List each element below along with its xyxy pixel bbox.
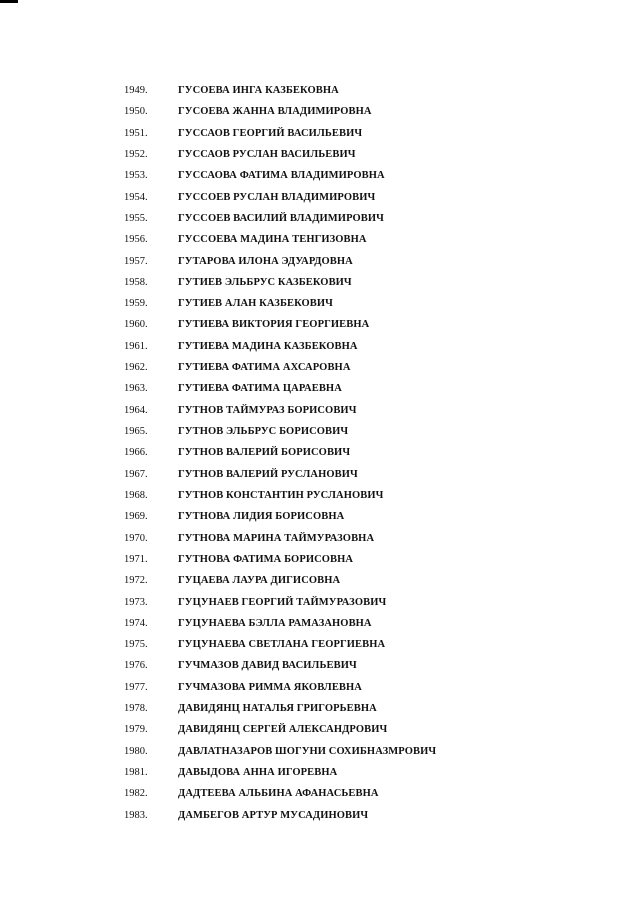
entry-number: 1967. bbox=[124, 468, 148, 480]
entry-number: 1982. bbox=[124, 788, 148, 800]
list-item bbox=[0, 570, 640, 591]
entry-number: 1959. bbox=[124, 298, 148, 310]
entry-name: ГУССАОВА ФАТИМА ВЛАДИМИРОВНА bbox=[178, 170, 385, 182]
entry-number: 1949. bbox=[124, 85, 148, 96]
entry-number: 1966. bbox=[124, 447, 148, 459]
entry-name: ДАВЛАТНАЗАРОВ ШОГУНИ СОХИБНАЗМРОВИЧ bbox=[178, 745, 437, 757]
entry-number: 1977. bbox=[124, 681, 148, 693]
entry-number: 1974. bbox=[124, 617, 148, 629]
entry-number: 1968. bbox=[124, 489, 148, 501]
list-item bbox=[0, 613, 640, 634]
list-item bbox=[0, 378, 640, 399]
list-item bbox=[0, 336, 640, 357]
entry-number: 1970. bbox=[124, 532, 148, 544]
entry-name: ДАМБЕГОВ АРТУР МУСАДИНОВИЧ bbox=[178, 809, 369, 821]
list-item bbox=[0, 655, 640, 676]
entry-number: 1961. bbox=[124, 340, 148, 352]
list-item bbox=[0, 421, 640, 442]
entry-number: 1971. bbox=[124, 553, 148, 565]
list-item bbox=[0, 741, 640, 762]
entry-name: ГУТИЕВ ЭЛЬБРУС КАЗБЕКОВИЧ bbox=[178, 276, 352, 288]
entry-name: ГУТНОВ КОНСТАНТИН РУСЛАНОВИЧ bbox=[178, 489, 384, 501]
list-item bbox=[0, 251, 640, 272]
entry-name: ГУТИЕВ АЛАН КАЗБЕКОВИЧ bbox=[178, 298, 333, 310]
entry-number: 1975. bbox=[124, 639, 148, 651]
entry-number: 1963. bbox=[124, 383, 148, 395]
list-item bbox=[0, 400, 640, 421]
list-item bbox=[0, 229, 640, 250]
list-item bbox=[0, 805, 640, 826]
entry-name: ГУТИЕВА ФАТИМА ЦАРАЕВНА bbox=[178, 383, 342, 395]
list-item bbox=[0, 485, 640, 506]
entry-number: 1956. bbox=[124, 234, 148, 246]
name-list bbox=[0, 80, 640, 826]
list-item bbox=[0, 464, 640, 485]
list-item bbox=[0, 634, 640, 655]
list-item bbox=[0, 442, 640, 463]
entry-number: 1953. bbox=[124, 170, 148, 182]
entry-name: ДАВИДЯНЦ СЕРГЕЙ АЛЕКСАНДРОВИЧ bbox=[178, 724, 388, 736]
entry-name: ГУССОЕВ РУСЛАН ВЛАДИМИРОВИЧ bbox=[178, 191, 376, 203]
entry-name: ГУСОЕВА ИНГА КАЗБЕКОВНА bbox=[178, 85, 339, 96]
list-item bbox=[0, 144, 640, 165]
entry-number: 1958. bbox=[124, 276, 148, 288]
entry-name: ГУТАРОВА ИЛОНА ЭДУАРДОВНА bbox=[178, 255, 353, 267]
entry-name: ГУССАОВ РУСЛАН ВАСИЛЬЕВИЧ bbox=[178, 148, 356, 160]
list-item bbox=[0, 123, 640, 144]
entry-number: 1952. bbox=[124, 148, 148, 160]
scan-corner-mark bbox=[0, 0, 18, 3]
entry-number: 1981. bbox=[124, 767, 148, 778]
entry-number: 1962. bbox=[124, 362, 148, 374]
list-item bbox=[0, 719, 640, 740]
entry-name: ДАДТЕЕВА АЛЬБИНА АФАНАСЬЕВНА bbox=[178, 788, 379, 800]
list-item bbox=[0, 80, 640, 101]
entry-number: 1957. bbox=[124, 255, 148, 267]
entry-name: ГУССОЕВ ВАСИЛИЙ ВЛАДИМИРОВИЧ bbox=[178, 212, 384, 224]
entry-name: ГУТИЕВА ВИКТОРИЯ ГЕОРГИЕВНА bbox=[178, 319, 370, 331]
entry-name: ГУЧМАЗОВА РИММА ЯКОВЛЕВНА bbox=[178, 681, 362, 693]
entry-name: ГУСОЕВА ЖАННА ВЛАДИМИРОВНА bbox=[178, 106, 372, 118]
list-item bbox=[0, 549, 640, 570]
list-item bbox=[0, 506, 640, 527]
entry-number: 1979. bbox=[124, 724, 148, 736]
entry-name: ГУТНОВ ЭЛЬБРУС БОРИСОВИЧ bbox=[178, 426, 349, 437]
list-item bbox=[0, 698, 640, 719]
entry-name: ГУТНОВ ТАЙМУРАЗ БОРИСОВИЧ bbox=[178, 404, 357, 416]
list-item bbox=[0, 528, 640, 549]
list-item bbox=[0, 208, 640, 229]
entry-number: 1972. bbox=[124, 575, 148, 587]
entry-number: 1951. bbox=[124, 127, 148, 139]
entry-name: ГУТНОВ ВАЛЕРИЙ РУСЛАНОВИЧ bbox=[178, 468, 358, 480]
entry-name: ГУТНОВА МАРИНА ТАЙМУРАЗОВНА bbox=[178, 532, 375, 544]
entry-number: 1950. bbox=[124, 106, 148, 118]
entry-name: ГУТНОВА ЛИДИЯ БОРИСОВНА bbox=[178, 511, 345, 523]
list-item bbox=[0, 677, 640, 698]
list-item bbox=[0, 101, 640, 122]
entry-number: 1964. bbox=[124, 404, 148, 416]
entry-number: 1960. bbox=[124, 319, 148, 331]
list-item bbox=[0, 165, 640, 186]
list-item bbox=[0, 357, 640, 378]
list-item bbox=[0, 293, 640, 314]
entry-name: ГУЦУНАЕВА СВЕТЛАНА ГЕОРГИЕВНА bbox=[178, 639, 386, 651]
list-item bbox=[0, 272, 640, 293]
entry-number: 1955. bbox=[124, 212, 148, 224]
entry-name: ГУТНОВ ВАЛЕРИЙ БОРИСОВИЧ bbox=[178, 447, 351, 459]
list-item bbox=[0, 187, 640, 208]
entry-name: ДАВИДЯНЦ НАТАЛЬЯ ГРИГОРЬЕВНА bbox=[178, 703, 377, 715]
list-item bbox=[0, 314, 640, 335]
list-item bbox=[0, 762, 640, 783]
entry-name: ГУТИЕВА МАДИНА КАЗБЕКОВНА bbox=[178, 340, 358, 352]
list-item bbox=[0, 592, 640, 613]
entry-number: 1954. bbox=[124, 191, 148, 203]
entry-number: 1983. bbox=[124, 809, 148, 821]
entry-number: 1969. bbox=[124, 511, 148, 523]
entry-name: ГУТНОВА ФАТИМА БОРИСОВНА bbox=[178, 553, 354, 565]
entry-name: ГУССАОВ ГЕОРГИЙ ВАСИЛЬЕВИЧ bbox=[178, 127, 363, 139]
entry-name: ГУССОЕВА МАДИНА ТЕНГИЗОВНА bbox=[178, 234, 367, 246]
entry-name: ГУЦАЕВА ЛАУРА ДИГИСОВНА bbox=[178, 575, 341, 587]
entry-number: 1973. bbox=[124, 596, 148, 608]
list-item bbox=[0, 783, 640, 804]
entry-number: 1978. bbox=[124, 703, 148, 715]
entry-name: ГУЦУНАЕВА БЭЛЛА РАМАЗАНОВНА bbox=[178, 617, 372, 629]
entry-name: ГУЦУНАЕВ ГЕОРГИЙ ТАЙМУРАЗОВИЧ bbox=[178, 596, 387, 608]
entry-name: ГУТИЕВА ФАТИМА АХСАРОВНА bbox=[178, 362, 351, 374]
entry-name: ДАВЫДОВА АННА ИГОРЕВНА bbox=[178, 767, 338, 778]
entry-number: 1965. bbox=[124, 426, 148, 437]
entry-name: ГУЧМАЗОВ ДАВИД ВАСИЛЬЕВИЧ bbox=[178, 660, 357, 672]
entry-number: 1980. bbox=[124, 745, 148, 757]
entry-number: 1976. bbox=[124, 660, 148, 672]
